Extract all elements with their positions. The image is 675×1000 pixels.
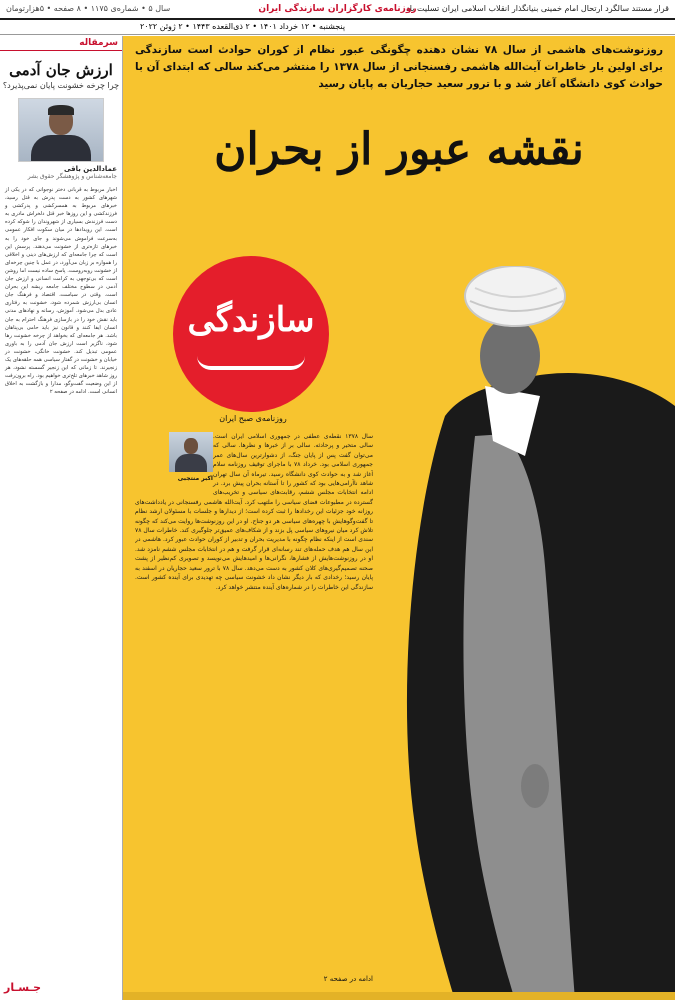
cover-portrait [375,266,675,1000]
page-fold [123,992,675,1000]
main-headline: نقشه عبور از بحران [214,124,584,175]
portrait-hand [521,764,549,808]
portrait-face [480,318,540,394]
sazandegi-logo [175,258,327,410]
reporter-box [141,432,213,488]
masthead-title: روزنامه‌ی کارگزاران سازندگی ایران [258,4,417,14]
reporter-name: اکبر منتجبی [177,475,213,482]
logo-swoosh [197,356,305,370]
editorial-subtitle: چرا چرخه خشونت پایان نمی‌پذیرد؟ [2,81,120,90]
continued-note[interactable]: ادامه در صفحه ۲ [323,975,373,983]
logo-text: سازندگی [187,300,315,340]
logo-tagline: روزنامه‌ی صبح ایران [219,414,287,423]
editorial-body: اخبار مربوط به قربانی دختر نوجوانی که در یکی از شهرهای کشور به دست پدرش به قتل رسید، خبرهای مربوط به همسرکشی و پدرکشی و فرزندکشی و این روزها خبر قتل دلخراش مادری به دست فرزندش بسیاری از شهروندان را شوکه کرده است. این رویدادها در میان سکوت افکار عمومی به‌سرعت فراموش می‌شوند و جای خود را به خبرهای تازه‌تری از خشونت می‌دهند. پرسش این است که چرا جامعه‌ای که ارزش‌های دینی و اخلاقی را همواره بر زبان می‌آورد، در عمل با چنین چرخه‌ای از خشونت روبه‌روست. پاسخ ساده نیست اما روشن است که بی‌توجهی به کرامت انسانی و ارزش جان آدمی در سطوح مختلف جامعه ریشه این بحران است. وقتی در سیاست، اقتصاد و فرهنگ جان انسان بی‌ارزش شمرده شود، خشونت به رفتاری عادی بدل می‌شود. آموزش، رسانه و نهادهای مدنی باید نقش خود را در بازسازی فرهنگ احترام به جان انسان ایفا کنند و قانون نیز باید حامی بی‌پناهان باشد. هر جامعه‌ای که بخواهد از چرخه خشونت رها شود، ناگزیر است ارزش جان آدمی را به باوری عمومی تبدیل کند. خشونت خانگی، خشونت در خیابان و خشونت در گفتار سیاسی همه حلقه‌های یک زنجیرند. تا زمانی که این زنجیر گسسته نشود، هر روز شاهد خبرهای تلخ‌تری خواهیم بود. راه برون‌رفت از این وضعیت گفت‌وگو، مدارا و بازگشت به اخلاق انسانی است. ادامه در صفحه ۲ [5,187,117,396]
reporter-photo [169,432,213,472]
article-body [135,432,373,972]
editorial-sidebar [0,36,123,1000]
lead-text: روزنوشت‌های هاشمی از سال ۷۸ نشان دهنده چگونگی عبور نظام از کوران حوادث است سازندگی برای اولین بار خاطرات آیت‌الله هاشمی رفسنجانی از سال ۱۳۷۸ را منتشر می‌کند سالی که ابتدای آن با حوادث کوی دانشگاه آغاز شد و با ترور سعید حجاریان به پایان رسید [135,44,663,90]
issue-info: سال ۵ • شماره‌ی ۱۱۷۵ • ۸ صفحه • ۵هزارتومان [6,4,171,13]
author-role: جامعه‌شناس و پژوهشگر حقوق بشر [27,173,117,180]
issue-date: پنجشنبه • ۱۲ خرداد ۱۴۰۱ • ۲ ذی‌القعده ۱۴۴۳ • ۲ ژوئن ۲۰۲۲ [140,22,346,31]
date-bar [0,20,675,35]
top-strip-notice: قرار مستند سالگرد ارتحال امام خمینی بنیانگذار انقلاب اسلامی ایران تسلیت باد [406,4,669,13]
article-column [135,432,373,992]
footer-logo: جـسـار [4,981,42,994]
author-photo [18,98,104,162]
article-text: سال ۱۳۷۸ نقطه‌ی عطفی در جمهوری اسلامی ایران است. سالی متحیر و پرحادثه. سالی بر از خبرها و نظرها. سالی که می‌توان گفت پس از پایان جنگ، از دشوارترین سال‌های عمر جمهوری اسلامی بود. خرداد ۷۸ با ماجرای توقیف روزنامه سلام آغاز شد و به حوادث کوی دانشگاه رسید. تیرماه آن سال تهران شاهد ناآرامی‌هایی بود که کشور را تا آستانه بحران پیش برد. در ادامه انتخابات مجلس ششم، رقابت‌های سیاسی و تخریب‌های گسترده در مطبوعات فضای سیاسی را ملتهب کرد. آیت‌الله هاشمی رفسنجانی در یادداشت‌های روزانه خود جزئیات این رخدادها را ثبت کرده است؛ از دیدارها و جلسات با مسئولان ارشد نظام تا گفت‌وگوهایش با چهره‌های سیاسی هر دو جناح. او در این روزنوشت‌ها روایت می‌کند که چگونه تلاش کرد میان نیروهای سیاسی پل بزند و از شکاف‌های عمیق‌تر جلوگیری کند. خاطرات سال ۷۸ سندی است از اینکه نظام چگونه با مدیریت بحران و تدبیر از کوران حوادث عبور کرد. هاشمی در این سال هم هدف حمله‌های تند رسانه‌ای قرار گرفت و هم در انتخابات مجلس ششم نامزد شد. او در روزنوشت‌هایش از فشارها، نگرانی‌ها و امیدهایش می‌نویسد و تصویری کم‌نظیر از پشت صحنه تصمیم‌گیری‌های کلان کشور به دست می‌دهد. سال ۷۸ با ترور سعید حجاریان در اسفند به پایان رسید؛ رخدادی که بار دیگر نشان داد خشونت سیاسی چه تهدیدی برای آینده کشور است. سازندگی این خاطرات را در شماره‌های آینده منتشر خواهد کرد. [135,433,373,591]
cover-area [123,36,675,1000]
author-name: عمادالدین باقی [63,165,117,173]
top-strip [0,0,675,20]
section-label: سرمقاله [0,36,122,51]
editorial-title: ارزش جان آدمی [9,61,113,79]
